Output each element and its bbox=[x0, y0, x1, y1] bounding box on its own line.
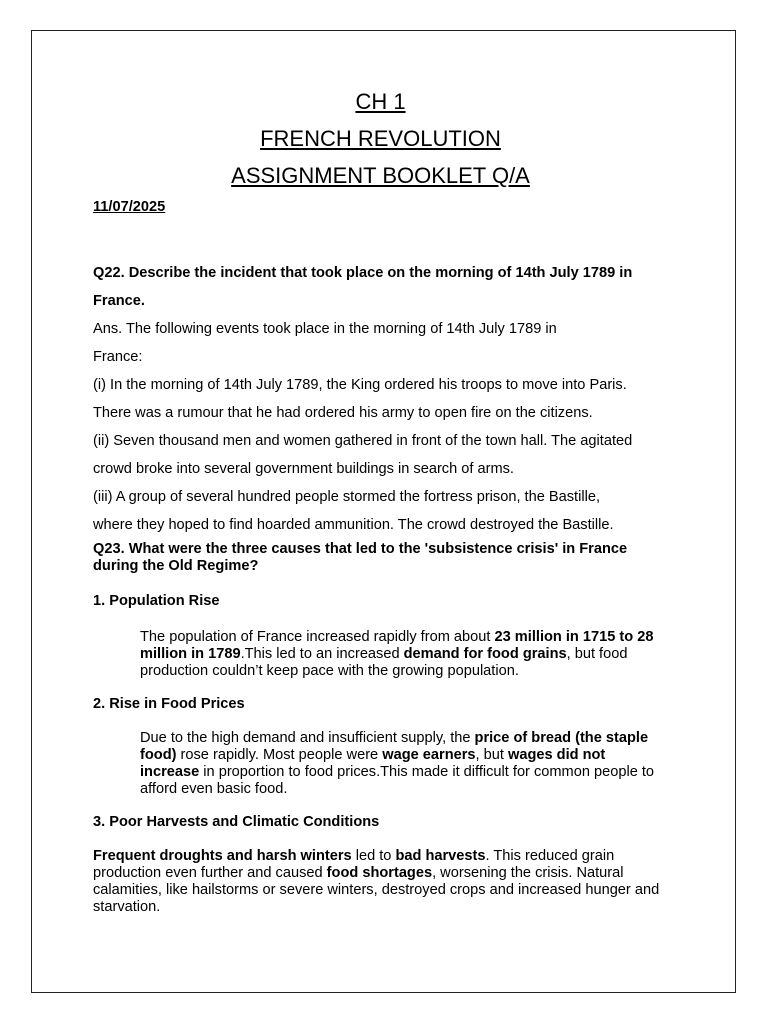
cause1-text2: .This led to an increased bbox=[240, 646, 404, 662]
chapter-title: CH 1 bbox=[355, 89, 406, 114]
q22-answer-line2: France: bbox=[93, 349, 143, 365]
cause2-text3: , but bbox=[475, 747, 508, 763]
date: 11/07/2025 bbox=[93, 199, 166, 215]
cause3-text3: , worsening the crisis. Natural calamities, like hailstorms or severe winters, destroyed crops and increased hunger and starvation. bbox=[93, 865, 660, 915]
cause3-text2: . This reduced grain production even further and caused bbox=[93, 848, 615, 881]
subject-title: FRENCH REVOLUTION bbox=[260, 126, 501, 151]
cause1-text1: The population of France increased rapidly from about bbox=[140, 629, 495, 645]
q22-point3-line1: (iii) A group of several hundred people stormed the fortress prison, the Bastille, bbox=[93, 489, 600, 505]
q22-point1-line1: (i) In the morning of 14th July 1789, the King ordered his troops to move into Paris. bbox=[93, 377, 627, 393]
cause1-text3: , but food production couldn’t keep pace with the growing population. bbox=[140, 646, 628, 679]
cause3-bold1: Frequent droughts and harsh winters bbox=[93, 848, 352, 864]
q22-answer-line1: Ans. The following events took place in the morning of 14th July 1789 in bbox=[93, 321, 557, 337]
cause3-text1: led to bbox=[351, 848, 396, 864]
booklet-title: ASSIGNMENT BOOKLET Q/A bbox=[231, 163, 530, 188]
cause2-heading: 2. Rise in Food Prices bbox=[93, 696, 245, 712]
q23-question: Q23. What were the three causes that led to the 'subsistence crisis' in France during the Old Regime? bbox=[93, 541, 628, 574]
cause1-bold2: demand for food grains bbox=[403, 646, 567, 662]
question-22-section bbox=[93, 259, 668, 539]
cause2-paragraph bbox=[140, 730, 668, 798]
cause3-heading: 3. Poor Harvests and Climatic Conditions bbox=[93, 814, 380, 830]
q22-point1-line2: There was a rumour that he had ordered his army to open fire on the citizens. bbox=[93, 405, 593, 421]
cause3-paragraph bbox=[93, 848, 668, 916]
cause3-bold3: food shortages bbox=[326, 865, 433, 881]
cause2-bold2: wage earners bbox=[382, 747, 476, 763]
cause1-paragraph bbox=[140, 629, 668, 680]
cause2-text4: in proportion to food prices.This made it difficult for common people to afford even basic food. bbox=[140, 764, 655, 797]
cause2-bold1: price of bread (the staple food) bbox=[140, 730, 649, 763]
q22-point3-line2: where they hoped to find hoarded ammunition. The crowd destroyed the Bastille. bbox=[93, 517, 614, 533]
q22-point2-line1: (ii) Seven thousand men and women gathered in front of the town hall. The agitated bbox=[93, 433, 633, 449]
question-23-section bbox=[93, 541, 668, 916]
cause1-heading: 1. Population Rise bbox=[93, 593, 220, 609]
cause1-bold1: 23 million in 1715 to 28 million in 1789 bbox=[140, 629, 654, 662]
title-block bbox=[93, 83, 668, 194]
cause2-text1: Due to the high demand and insufficient supply, the bbox=[140, 730, 475, 746]
document-page bbox=[31, 30, 736, 993]
cause3-bold2: bad harvests bbox=[395, 848, 486, 864]
q22-question-line2: France. bbox=[93, 293, 145, 309]
cause2-text2: rose rapidly. Most people were bbox=[176, 747, 383, 763]
q22-question-line1: Q22. Describe the incident that took place on the morning of 14th July 1789 in bbox=[93, 265, 633, 281]
cause2-bold3: wages did not increase bbox=[140, 747, 606, 780]
q22-point2-line2: crowd broke into several government buildings in search of arms. bbox=[93, 461, 514, 477]
